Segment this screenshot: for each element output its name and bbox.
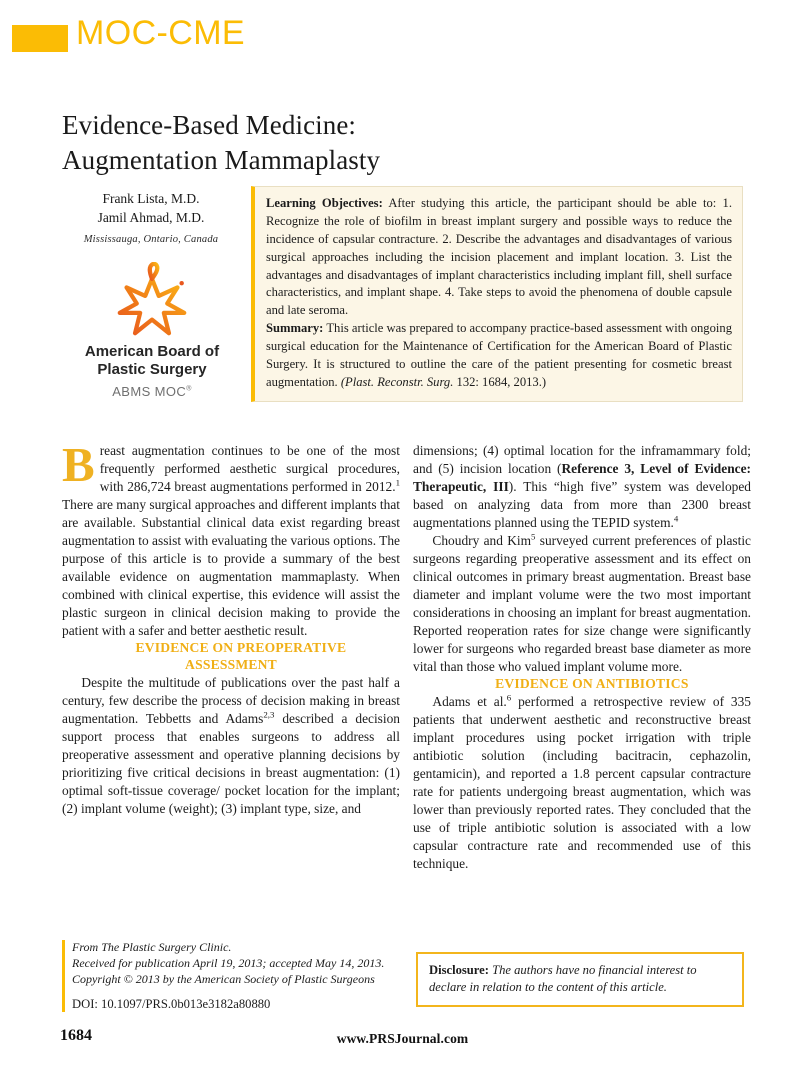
masthead-accent-bar: [12, 25, 68, 52]
author-name-2: Jamil Ahmad, M.D.: [97, 209, 205, 225]
abps-sub-label: [63, 384, 241, 399]
body-column-right: [413, 442, 751, 873]
paragraph-intro-tail: There are many surgical approaches and different implants that are available. Substantial clinical data exist regarding breast augmentation to assist with evaluating the various options. The purpose of this article is to provide a summary of the best available evidence on augmentation mammaplasty. When combined with clinical expertise, this evidence will assist the plastic surgeon in clinical decision making to provide the patient with a safer and better aesthetic result.: [62, 497, 400, 639]
footnote-doi[interactable]: DOI: 10.1097/PRS.0b013e3182a80880: [72, 996, 271, 1011]
reference-marker-4[interactable]: 4: [673, 513, 679, 524]
summary-paragraph: [266, 320, 732, 392]
paragraph-intro: [62, 437, 400, 640]
summary-text: This article was prepared to accompany practice-based assessment with ongoing surgical education for the Maintenance of Certification for the American Board of Plastic Surgery. It is structured to outline the care of the patient presenting for cosmetic breast augmentation.: [266, 321, 732, 389]
paragraph-preoperative-b: described a decision support process that enables surgeons to address all preoperative assessment and operative planning decisions by prioritizing five critical decisions in breast augmentation: (1) optimal soft-tissue coverage/ pocket location for the implant; (2) implant volume (weight); (3) implant type, size, and: [62, 710, 400, 816]
abps-org-line-2: Plastic Surgery: [97, 361, 207, 378]
learning-objectives-label: Learning Objectives:: [266, 196, 383, 210]
masthead-label: MOC-CME: [76, 14, 245, 52]
paragraph-preoperative-a: Despite the multitude of publications over the past half a century, few describe the process of decision making in breast augmentation. Tebbetts and Adams: [62, 674, 400, 726]
paragraph-intro-text: reast augmentation continues to be one of the most frequently performed aesthetic surgical procedures, with 286,724 breast augmentations performed in 2012.: [99, 443, 400, 495]
body-column-left: [62, 437, 400, 818]
abps-logo: [63, 262, 241, 399]
drop-cap: B: [62, 437, 95, 492]
reference-marker-1[interactable]: 1: [395, 477, 400, 488]
paragraph-highfive: [413, 442, 751, 532]
paragraph-highfive-b: ). This “high five” system was developed based on analyzing data from more than 2300 breast augmentations planned using the TEPID system.: [413, 479, 751, 531]
footnote-copyright: Copyright © 2013 by the American Society of Plastic Surgeons: [72, 971, 375, 986]
paragraph-choudry: [413, 532, 751, 676]
article-title-line-2: Augmentation Mammaplasty: [62, 144, 381, 175]
abps-registered-mark: ®: [186, 385, 192, 393]
paragraph-adams-a: Adams et al.: [432, 693, 507, 709]
summary-label: Summary:: [266, 321, 324, 336]
paragraph-choudry-b: surveyed current preferences of plastic surgeons regarding preoperative assessment and its effect on clinical outcomes in primary breast augmentation. Breast base diameter and implant volume were the two most important considerations in choosing an implant for breast augmentation. Reported reoperation rates for size change were significantly lower for surgeons who regarded breast base diameter as more vital than those who valued implant volume more.: [413, 533, 751, 675]
disclosure-box: [416, 952, 744, 1007]
page-number: 1684: [60, 1027, 92, 1044]
footnote-block: [62, 940, 402, 1012]
footnote-affiliation: From The Plastic Surgery Clinic.: [72, 940, 232, 954]
section-heading-antibiotics: EVIDENCE ON ANTIBIOTICS: [495, 676, 689, 692]
reference-marker-2-3[interactable]: 2,3: [263, 709, 275, 720]
abps-org-line-1: American Board of: [84, 343, 220, 360]
section-heading-line-2: ASSESSMENT: [185, 656, 277, 672]
reference-marker-6[interactable]: 6: [506, 692, 512, 703]
reference-marker-5[interactable]: 5: [531, 531, 536, 542]
paragraph-preoperative: [62, 674, 400, 818]
section-heading-preoperative: [62, 640, 400, 673]
author-block: [60, 190, 242, 245]
author-name-1: Frank Lista, M.D.: [102, 191, 200, 206]
author-affiliation: Mississauga, Ontario, Canada: [83, 234, 219, 246]
disclosure-text: The authors have no financial interest to declare in relation to the content of this article.: [429, 963, 697, 995]
footnote-received: Received for publication April 19, 2013; accepted May 14, 2013.: [72, 955, 385, 970]
paragraph-highfive-a: dimensions; (4) optimal location for the inframammary fold; and (5) incision location (: [413, 443, 751, 477]
paragraph-adams: [413, 693, 751, 873]
disclosure-label: Disclosure:: [429, 963, 489, 977]
masthead: [0, 14, 805, 64]
section-heading-line-1: EVIDENCE ON PREOPERATIVE: [135, 640, 347, 656]
reference-level-of-evidence: Reference 3, Level of Evidence: Therapeutic, III: [413, 461, 751, 495]
journal-url[interactable]: www.PRSJournal.com: [336, 1031, 469, 1046]
registered-mark-dot: [179, 281, 183, 285]
learning-objectives-paragraph: [266, 195, 732, 320]
paragraph-choudry-a: Choudry and Kim: [432, 533, 532, 549]
abps-moc-text: ABMS MOC: [112, 384, 187, 399]
learning-objectives-text: After studying this article, the participant should be able to: 1. Recognize the role of biofilm in breast implant surgery and possible ways to reduce the incidence of capsular contracture. 2. Describe the advantages and disadvantages of various surgical approaches including the incision placement and implant location. 3. List the advantages and disadvantages of implant characteristics including implant fill, shell surface characteristics, and implant shape. 4. Take steps to avoid the phenomena of double capsule and late seroma.: [266, 196, 732, 318]
page-title: [62, 108, 582, 177]
citation-detail: 132: 1684, 2013.): [453, 374, 547, 389]
abps-starburst-icon: [109, 262, 195, 340]
abps-org-name: [63, 343, 241, 379]
paragraph-adams-b: performed a retrospective review of 335 patients that underwent aesthetic and reconstructive breast implant procedures using pocket irrigation with triple antibiotic solution (including bacitracin, cephazolin, gentamicin), and reported a 1.8 percent capsular contracture rate for patients undergoing breast augmentation, which was lower than previously reported rates. They concluded that the use of triple antibiotic solution is associated with a low capsular contracture rate and recommended use of this technique.: [413, 693, 752, 872]
learning-objectives-box: [251, 186, 743, 402]
article-title-line-1: Evidence-Based Medicine:: [62, 110, 357, 140]
citation-journal: (Plast. Reconstr. Surg.: [340, 374, 454, 389]
disclosure-paragraph: [429, 962, 731, 996]
